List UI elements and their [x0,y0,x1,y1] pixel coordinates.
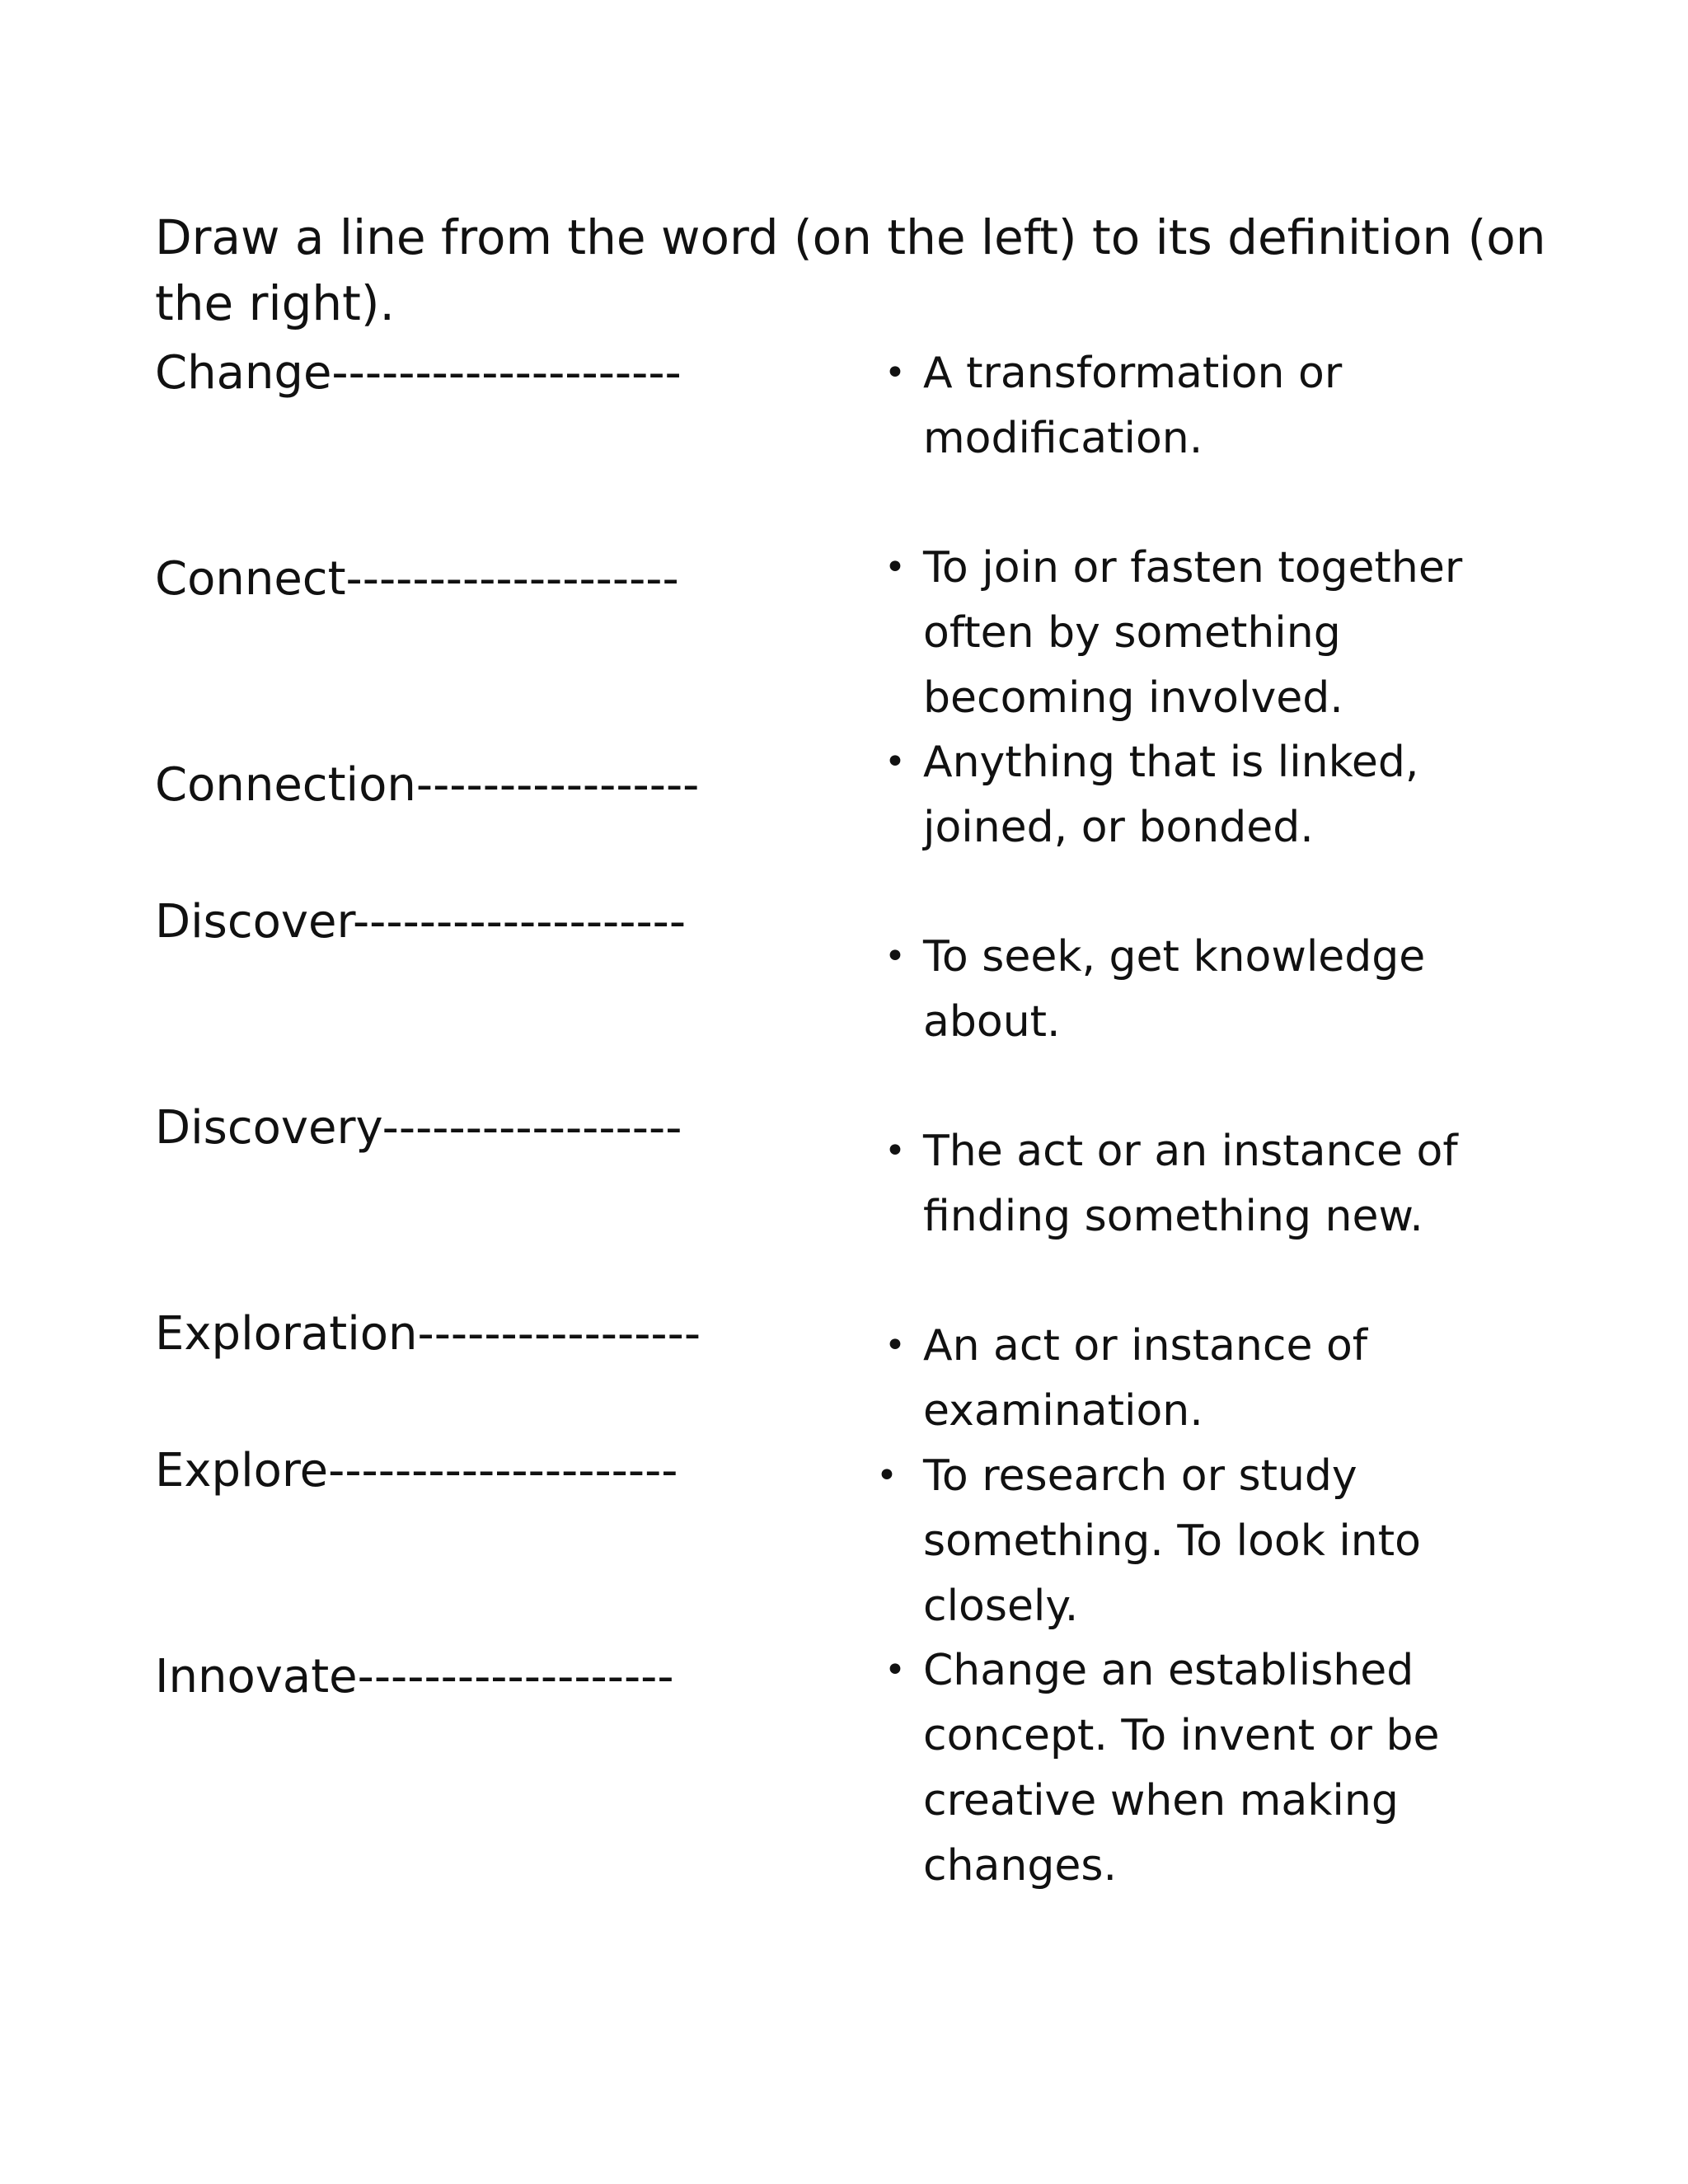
word-exploration: Exploration----------------- [155,1307,701,1361]
bullet-icon: • [884,1649,906,1691]
bullet-icon: • [884,1324,906,1366]
word-explore: Explore--------------------- [155,1444,678,1497]
definition-text: Change an established concept. To invent or be creative when making changes. [923,1646,1440,1891]
instructions-text: Draw a line from the word (on the left) to its definition (on the right). [155,209,1546,331]
definition-text: To join or fasten together often by something becoming involved. [923,543,1463,723]
bullet-icon: • [884,1130,906,1172]
definition-item [884,1314,1560,1444]
bullet-icon: • [876,1455,898,1497]
definition-item [876,1444,1560,1639]
definition-item [884,536,1560,731]
bullet-icon: • [884,352,906,394]
bullet-icon: • [884,741,906,783]
definition-text: To research or study something. To look into closely. [923,1451,1421,1631]
word-innovate: Innovate------------------- [155,1650,674,1704]
definition-item [884,925,1560,1055]
definition-text: The act or an instance of finding something new. [923,1127,1458,1241]
bullet-icon: • [884,935,906,977]
definition-text: An act or instance of examination. [923,1321,1368,1436]
bullet-icon: • [884,546,906,588]
definition-text: To seek, get knowledge about. [923,932,1426,1047]
word-connect: Connect-------------------- [155,552,679,606]
word-discovery: Discovery------------------ [155,1101,682,1155]
definition-item [884,1119,1560,1249]
definition-item [884,341,1560,471]
definition-text: Anything that is linked, joined, or bonded. [923,738,1419,852]
word-change: Change--------------------- [155,346,682,400]
word-discover: Discover-------------------- [155,895,687,949]
definition-item [884,730,1560,860]
word-connection: Connection----------------- [155,758,700,812]
definition-item [884,1638,1560,1899]
definition-text: A transformation or modification. [923,349,1343,463]
